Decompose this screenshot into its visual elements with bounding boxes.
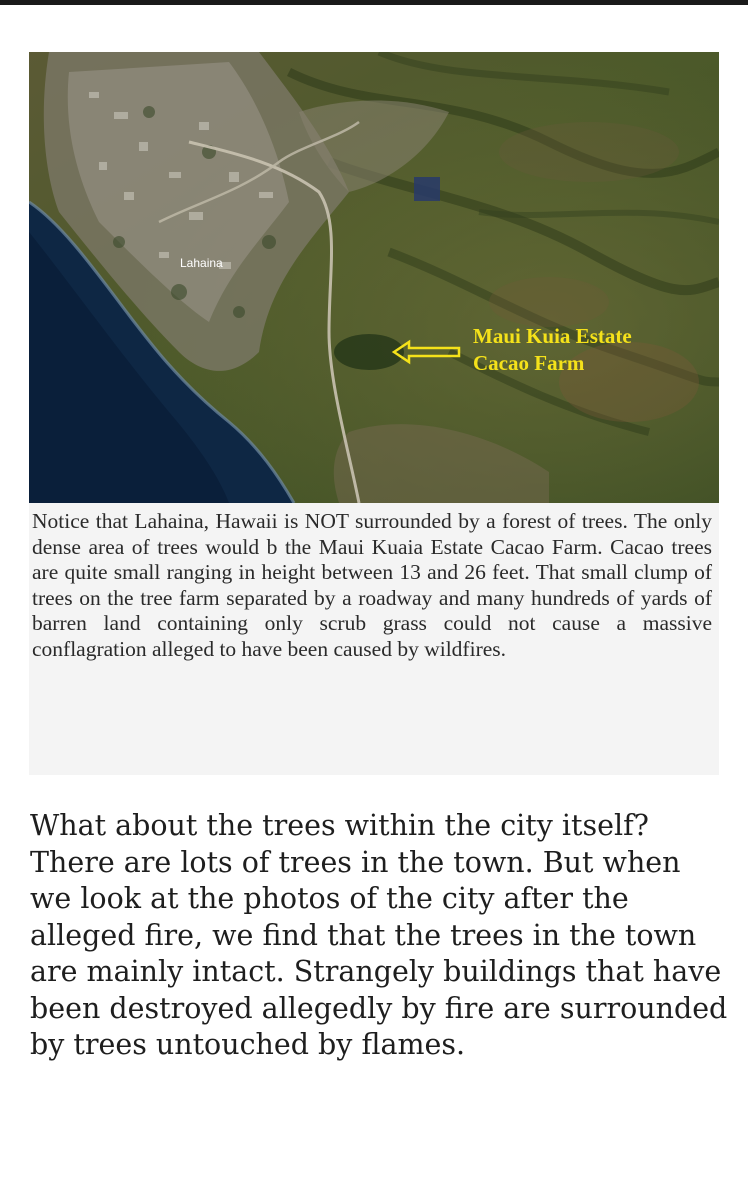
figure-card xyxy=(29,52,719,775)
top-edge-bar xyxy=(0,0,748,5)
map-town-label: Lahaina xyxy=(180,256,223,270)
map-farm-label-line2: Cacao Farm xyxy=(473,351,585,375)
figure-caption: Notice that Lahaina, Hawaii is NOT surrounded by a forest of trees. The only dense area of trees would b the Maui Kuaia Estate Cacao Farm. Cacao trees are quite small ranging in height between 13 and 26 feet. That small clump of trees on the tree farm separated by a roadway and many hundreds of yards of barren land containing only scrub grass could not cause a massive conflagration alleged to have been caused by wildfires. xyxy=(32,509,712,661)
map-farm-label-line1: Maui Kuia Estate xyxy=(473,324,632,348)
satellite-map-image xyxy=(29,52,719,503)
article-paragraph: What about the trees within the city itself? There are lots of trees in the town. But when we look at the photos of the city after the alleged fire, we find that the trees in the town are mainly intact. Strangely buildings that have been destroyed allegedly by fire are surrounded by trees untouched by flames. xyxy=(30,809,728,1061)
